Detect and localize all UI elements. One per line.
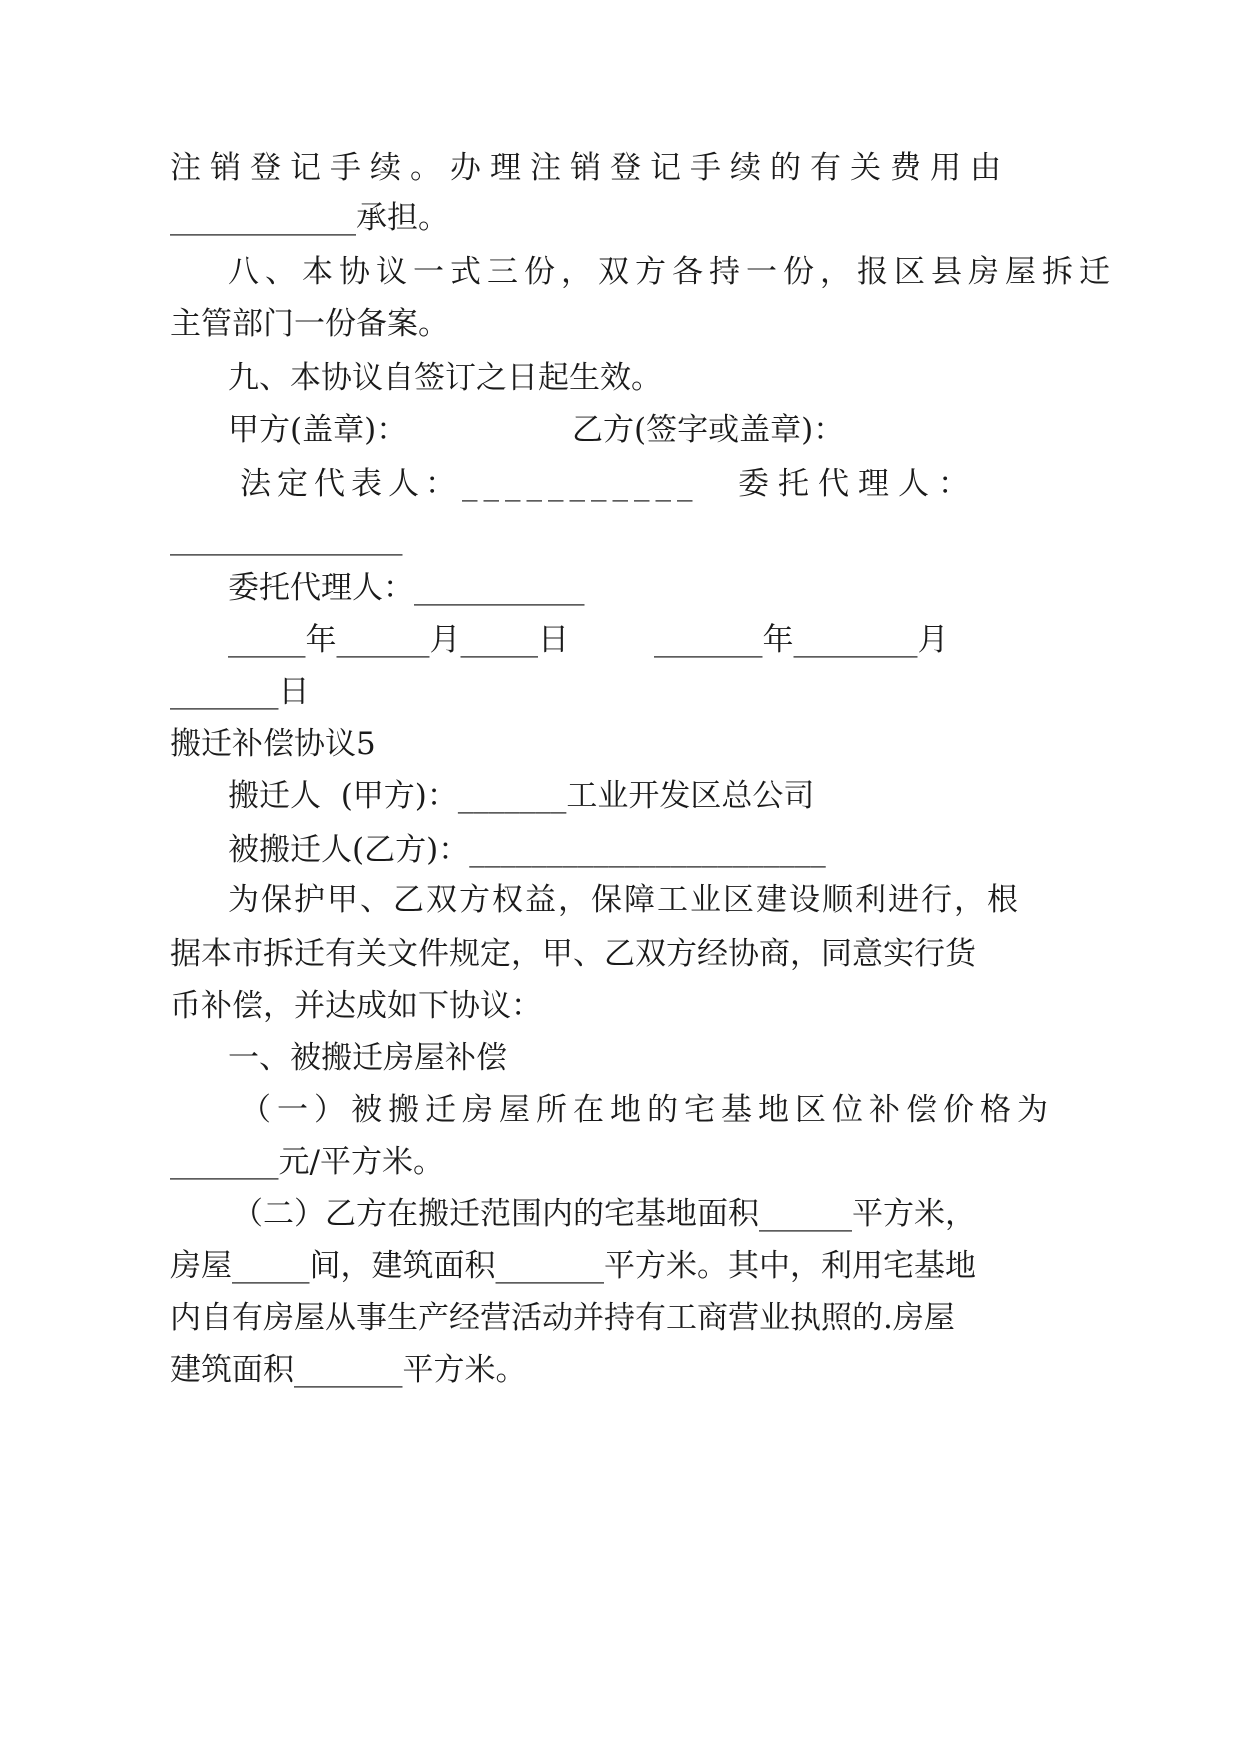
section-title: 搬迁补偿协议5 xyxy=(170,726,376,762)
text-line: _______元/平方米。 xyxy=(170,1144,444,1180)
text-line: 一、被搬迁房屋补偿 xyxy=(228,1040,507,1076)
text-line: 为保护甲、乙双方权益，保障工业区建设顺利进行，根 xyxy=(228,882,1020,918)
party-b-seal-label: 乙方(签字或盖章)： xyxy=(572,412,845,448)
text-line: 据本市拆迁有关文件规定，甲、乙双方经协商，同意实行货 xyxy=(170,936,976,972)
date-line-b: _______年________月 xyxy=(654,622,949,658)
text-line: 九、本协议自签订之日起生效。 xyxy=(228,360,662,396)
date-line-a: _____年______月_____日 xyxy=(228,622,569,658)
party-a-seal-label: 甲方(盖章)： xyxy=(228,412,408,448)
text-line: _______日 xyxy=(170,674,310,710)
agent-label: 委托代理人： xyxy=(738,466,978,502)
text-line: 注销登记手续。办理注销登记手续的有关费用由 xyxy=(170,150,1010,186)
text-line: 被搬迁人(乙方)：_______________________ xyxy=(228,832,826,868)
text-line: _______________ xyxy=(170,520,403,556)
agent-line: 委托代理人：___________ xyxy=(228,570,585,606)
text-line: （一）被搬迁房屋所在地的宅基地区位补偿价格为 xyxy=(240,1092,1054,1128)
legal-representative-line: 法定代表人：___________ xyxy=(240,466,699,502)
text-line: 搬迁人 (甲方)：_______工业开发区总公司 xyxy=(228,778,815,814)
text-line: ____________承担。 xyxy=(170,200,449,236)
text-line: 币补偿，并达成如下协议： xyxy=(170,988,542,1024)
text-line: 房屋_____间，建筑面积_______平方米。其中，利用宅基地 xyxy=(170,1248,976,1284)
text-line: 内自有房屋从事生产经营活动并持有工商营业执照的.房屋 xyxy=(170,1300,955,1336)
text-line: 主管部门一份备案。 xyxy=(170,306,449,342)
text-line: 建筑面积_______平方米。 xyxy=(170,1352,527,1388)
text-line: （二）乙方在搬迁范围内的宅基地面积______平方米， xyxy=(232,1196,976,1232)
text-line: 八、本协议一式三份，双方各持一份，报区县房屋拆迁 xyxy=(228,254,1116,290)
